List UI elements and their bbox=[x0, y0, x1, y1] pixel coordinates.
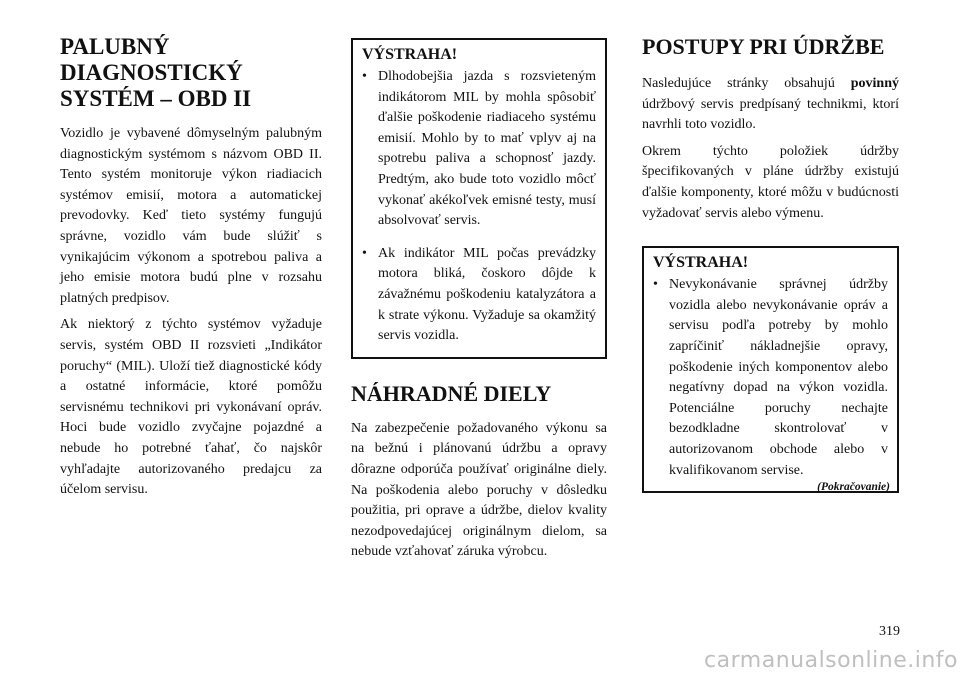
warning-item bbox=[362, 244, 596, 347]
maintenance-heading: POSTUPY PRI ÚDRŽBE bbox=[642, 34, 885, 59]
bullet-icon: • bbox=[653, 277, 658, 293]
maintenance-paragraph-1 bbox=[642, 74, 899, 136]
warning-item-text: Nevykonávanie správnej údržby vozidla alebo nevykonávanie opráv a servisu podľa potreby by mohlo zapríčiniť nákladnejšie opravy, poškodenie iných komponentov alebo negatívny dopad na výkon vozidla. Potenciálne poruchy nechajte bezodkladne skontrolovať v autorizovanom obchode alebo v kvalifikovanom servise. bbox=[669, 277, 888, 478]
replacement-parts-heading: NÁHRADNÉ DIELY bbox=[351, 380, 552, 406]
warning-list bbox=[362, 67, 596, 347]
page-number: 319 bbox=[879, 624, 900, 639]
warning-item-text: Dlhodobejšia jazda s rozsvieteným indikátorom MIL by mohla spôsobiť ďalšie poškodenie riadiaceho systému emisií. Mohlo by to mať vplyv aj na spotrebu paliva a schopnosť jazdy. Predtým, ako bude toto vozidlo môcť vykonať akékoľvek emisné testy, musí absolvovať servis. bbox=[378, 69, 596, 229]
text-span: údržbový servis predpísaný technikmi, ktorí navrhli toto vozidlo. bbox=[642, 96, 899, 133]
warning-item bbox=[653, 275, 888, 481]
warning-item-text: Ak indikátor MIL počas prevádzky motora bliká, čoskoro dôjde k závažnému poškodeniu katalyzátora a k strate výkonu. Vyžaduje sa okamžitý servis vozidla. bbox=[378, 245, 596, 344]
obd-heading: PALUBNÝ DIAGNOSTICKÝ SYSTÉM – OBD II bbox=[60, 34, 252, 111]
text-span: Nasledujúce stránky obsahujú bbox=[642, 76, 851, 91]
bullet-icon: • bbox=[362, 69, 367, 84]
warning-box-maintenance bbox=[642, 246, 899, 493]
watermark: carmanualsonline.info bbox=[704, 648, 958, 673]
left-column bbox=[60, 30, 322, 507]
warning-title: VÝSTRAHA! bbox=[362, 46, 458, 63]
bullet-icon: • bbox=[362, 245, 367, 261]
obd-paragraph-2: Ak niektorý z týchto systémov vyžaduje servis, systém OBD II rozsvieti „Indikátor poruchy“ (MIL). Uloží tiež diagnostické kódy a ostatné informácie, ktoré pomôžu servisnému technikovi pri vykonávaní opráv. Hoci bude vozidlo zvyčajne pojazdné a nebude ho potrebné ťahať, čo najskôr vyhľadajte autorizovaného predajcu za účelom servisu. bbox=[60, 317, 322, 498]
maintenance-paragraph-2: Okrem týchto položiek údržby špecifikovaných v pláne údržby existujú ďalšie komponenty, ktoré môžu v budúcnosti vyžadovať servis alebo výmenu. bbox=[642, 143, 899, 221]
obd-paragraph-1: Vozidlo je vybavené dômyselným palubným diagnostickým systémom s názvom OBD II. Tento systém monitoruje výkon riadiacich systémov emisií, motora a automatickej prevodovky. Keď tieto systémy fungujú správne, vozidlo vám bude slúžiť s vynikajúcim výkonom a spotrebou paliva a jeho emisie motora budú plne v rozsahu platných predpisov. bbox=[60, 126, 322, 306]
replacement-parts-paragraph: Na zabezpečenie požadovaného výkonu sa na bežnú i plánovanú údržbu a opravy dôrazne odporúča používať originálne diely. Na poškodenia alebo poruchy v dôsledku použitia, pri oprave a údržbe, dielov kvality nezodpovedajúcej originálnym dielom, sa nebude vzťahovať záruka výrobcu. bbox=[351, 420, 607, 560]
warning-box-mil bbox=[351, 38, 607, 359]
emphasis-text: povinný bbox=[850, 76, 899, 91]
middle-column bbox=[351, 30, 607, 569]
right-column bbox=[642, 30, 899, 493]
warning-title: VÝSTRAHA! bbox=[653, 254, 749, 272]
warning-item bbox=[362, 67, 596, 232]
continued-note: (Pokračovanie) bbox=[817, 481, 890, 493]
warning-list bbox=[653, 275, 888, 481]
